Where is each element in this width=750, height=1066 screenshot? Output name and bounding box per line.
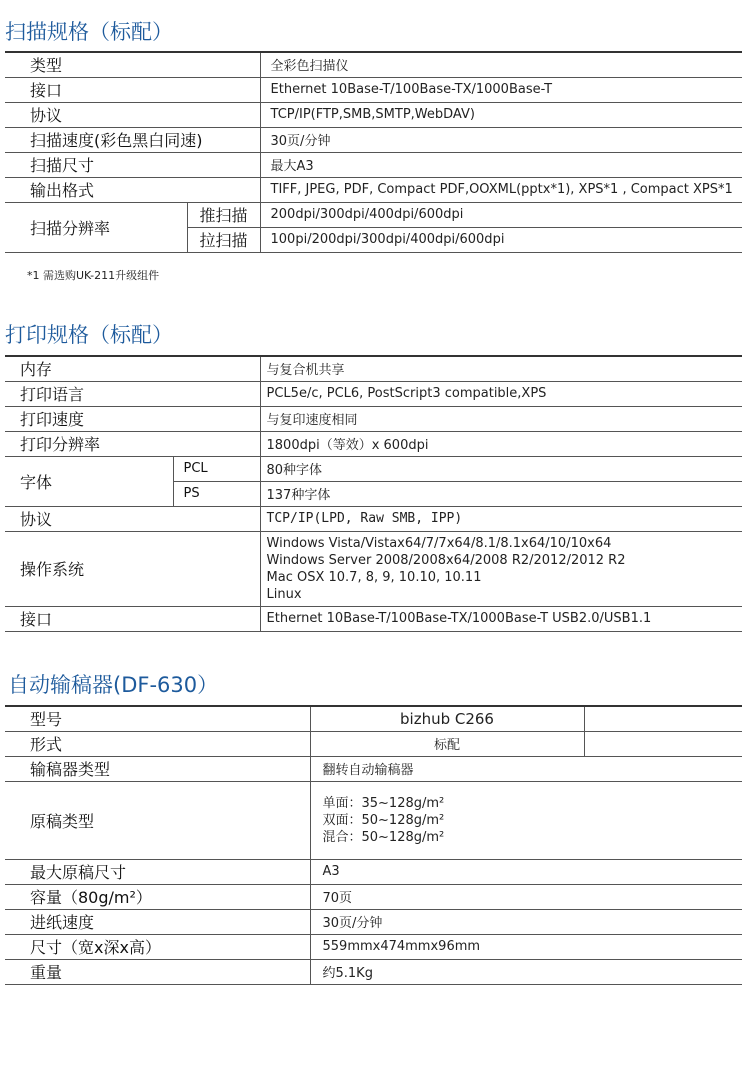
scan-row	[5, 152, 742, 177]
print-protocol-label: 协议	[5, 506, 260, 531]
print-os-line: Mac OSX 10.7, 8, 9, 10.10, 10.11	[266, 569, 482, 585]
adf-model-value: bizhub C266	[310, 706, 584, 731]
print-row	[5, 406, 742, 431]
adf-row-value: 70页	[310, 884, 742, 909]
print-row	[5, 356, 742, 381]
scan-row-value: 最大A3	[260, 152, 742, 177]
print-row-value: 与复印速度相同	[260, 406, 742, 431]
adf-model-label: 型号	[5, 706, 310, 731]
print-os-line: Windows Server 2008/2008x64/2008 R2/2012/2012 R2	[266, 552, 626, 568]
print-row-label: 打印速度	[5, 406, 260, 431]
scan-row-value: 30页/分钟	[260, 127, 742, 152]
scan-row-value: Ethernet 10Base-T/100Base-TX/1000Base-T	[260, 77, 742, 102]
scan-push-label: 推扫描	[187, 202, 260, 227]
print-row-label: 打印分辨率	[5, 431, 260, 456]
print-font-label: 字体	[5, 456, 173, 506]
adf-row	[5, 934, 742, 959]
adf-section-title: 自动输稿器(DF-630）	[8, 673, 219, 697]
adf-row-label: 容量（80g/m²）	[5, 884, 310, 909]
adf-row-value: A3	[310, 859, 742, 884]
adf-row-label: 进纸速度	[5, 909, 310, 934]
adf-row-value: 559mmx474mmx96mm	[310, 934, 742, 959]
scan-row-label: 扫描速度(彩色黑白同速)	[5, 127, 260, 152]
adf-row	[5, 959, 742, 984]
scan-row	[5, 127, 742, 152]
print-os-label: 操作系统	[5, 531, 260, 606]
scan-pull-value: 100pi/200dpi/300dpi/400dpi/600dpi	[260, 227, 742, 252]
scan-push-value: 200dpi/300dpi/400dpi/600dpi	[260, 202, 742, 227]
scan-row-value: TIFF, JPEG, PDF, Compact PDF,OOXML(pptx*1), XPS*1 , Compact XPS*1	[260, 177, 742, 202]
adf-form-value: 标配	[310, 731, 584, 756]
print-spec-table	[5, 355, 742, 632]
print-font-pcl-value: 80种字体	[260, 456, 742, 481]
adf-row-label: 尺寸（宽x深x高）	[5, 934, 310, 959]
adf-paper-line: 混合：50~128g/m²	[322, 829, 445, 845]
print-row	[5, 431, 742, 456]
print-os-line: Linux	[266, 586, 302, 602]
print-os-line: Windows Vista/Vistax64/7/7x64/8.1/8.1x64/10/10x64	[266, 535, 612, 551]
print-row-value: PCL5e/c, PCL6, PostScript3 compatible,XPS	[260, 381, 742, 406]
scan-row-label: 输出格式	[5, 177, 260, 202]
adf-row-label: 输稿器类型	[5, 756, 310, 781]
adf-paper-line: 双面：50~128g/m²	[322, 812, 445, 828]
scan-footnote: *1 需选购UK-211升级组件	[27, 269, 160, 282]
scan-section-title: 扫描规格（标配）	[5, 20, 173, 44]
adf-paper-value	[310, 781, 742, 859]
print-font-pcl-label: PCL	[173, 456, 260, 481]
adf-row-value: 翻转自动输稿器	[310, 756, 742, 781]
adf-form-empty-cell	[584, 731, 742, 756]
adf-paper-label: 原稿类型	[5, 781, 310, 859]
print-interface-label: 接口	[5, 606, 260, 631]
print-section-title: 打印规格（标配）	[5, 323, 173, 347]
scan-row-value: 全彩色扫描仪	[260, 52, 742, 77]
adf-row	[5, 884, 742, 909]
scan-row-label: 协议	[5, 102, 260, 127]
adf-row	[5, 756, 742, 781]
print-row-label: 打印语言	[5, 381, 260, 406]
adf-form-label: 形式	[5, 731, 310, 756]
scan-row-label: 类型	[5, 52, 260, 77]
scan-resolution-label: 扫描分辨率	[5, 202, 187, 252]
print-font-ps-value: 137种字体	[260, 481, 742, 506]
adf-row	[5, 859, 742, 884]
scan-spec-table	[5, 51, 742, 253]
print-row	[5, 381, 742, 406]
adf-paper-line: 单面：35~128g/m²	[322, 795, 445, 811]
print-row-value: 1800dpi（等效）x 600dpi	[260, 431, 742, 456]
print-interface-value: Ethernet 10Base-T/100Base-TX/1000Base-T USB2.0/USB1.1	[260, 606, 742, 631]
print-os-value	[260, 531, 742, 606]
adf-row-value: 约5.1Kg	[310, 959, 742, 984]
print-row-value: 与复合机共享	[260, 356, 742, 381]
scan-row	[5, 102, 742, 127]
print-font-ps-label: PS	[173, 481, 260, 506]
adf-spec-table	[5, 705, 742, 985]
print-protocol-value: TCP/IP(LPD, Raw SMB, IPP)	[260, 506, 742, 531]
adf-row	[5, 909, 742, 934]
scan-row	[5, 52, 742, 77]
scan-pull-label: 拉扫描	[187, 227, 260, 252]
adf-row-label: 重量	[5, 959, 310, 984]
print-row-label: 内存	[5, 356, 260, 381]
adf-row-value: 30页/分钟	[310, 909, 742, 934]
scan-row	[5, 177, 742, 202]
scan-row-label: 接口	[5, 77, 260, 102]
scan-row	[5, 77, 742, 102]
scan-row-label: 扫描尺寸	[5, 152, 260, 177]
adf-model-empty-cell	[584, 706, 742, 731]
adf-row-label: 最大原稿尺寸	[5, 859, 310, 884]
scan-row-value: TCP/IP(FTP,SMB,SMTP,WebDAV)	[260, 102, 742, 127]
